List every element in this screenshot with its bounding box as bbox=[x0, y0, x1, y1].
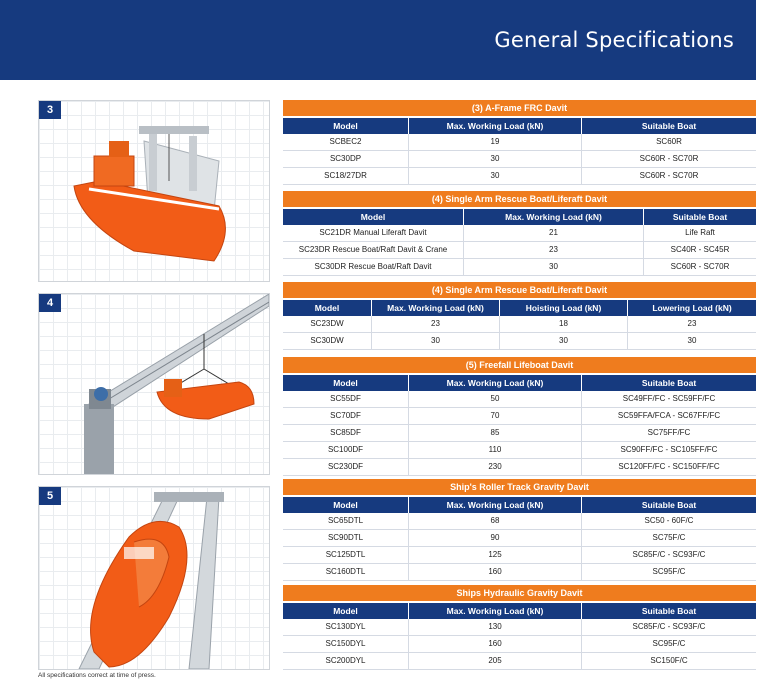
cell-max-working-load: 85 bbox=[408, 425, 581, 441]
table-row bbox=[283, 425, 756, 442]
table-row bbox=[283, 459, 756, 476]
table-row bbox=[283, 513, 756, 530]
cell-model: SC23DR Rescue Boat/Raft Davit & Crane bbox=[298, 245, 448, 254]
cell-model: SC100DF bbox=[327, 445, 364, 454]
table-row bbox=[283, 408, 756, 425]
cell-suitable-boat: SC60R - SC70R bbox=[581, 168, 756, 184]
cell-lowering-load: 23 bbox=[627, 316, 756, 332]
cell-model: SC55DF bbox=[330, 394, 361, 403]
table-title: (4) Single Arm Rescue Boat/Liferaft Davit bbox=[283, 191, 756, 207]
table-header bbox=[283, 116, 756, 134]
cell-model: SC160DTL bbox=[325, 567, 366, 576]
table-row bbox=[283, 442, 756, 459]
cell-suitable-boat: SC60R bbox=[581, 134, 756, 150]
cell-max-working-load: 68 bbox=[408, 513, 581, 529]
table-title: Ship's Roller Track Gravity Davit bbox=[283, 479, 756, 495]
cell-model: SC30DW bbox=[310, 336, 344, 345]
cell-suitable-boat: SC75FF/FC bbox=[581, 425, 756, 441]
cell-suitable-boat: SC60R - SC70R bbox=[643, 259, 756, 275]
single-arm-davit-loads-table bbox=[283, 282, 756, 350]
cell-max-working-load: 70 bbox=[408, 408, 581, 424]
column-header-max-working-load: Max. Working Load (kN) bbox=[408, 375, 581, 391]
column-header-model: Model bbox=[333, 500, 358, 510]
cell-model: SC18/27DR bbox=[324, 171, 367, 180]
cell-suitable-boat: Life Raft bbox=[643, 225, 756, 241]
column-header-suitable-boat: Suitable Boat bbox=[643, 209, 756, 225]
header-banner bbox=[0, 0, 756, 80]
cell-suitable-boat: SC95F/C bbox=[581, 564, 756, 580]
cell-model: SC23DW bbox=[310, 319, 344, 328]
a-frame-frc-davit-table bbox=[283, 100, 756, 185]
cell-max-working-load: 50 bbox=[408, 391, 581, 407]
table-row bbox=[283, 653, 756, 670]
single-arm-davit-illustration bbox=[39, 294, 269, 474]
table-row bbox=[283, 619, 756, 636]
column-header-model: Model bbox=[333, 606, 358, 616]
table-row bbox=[283, 151, 756, 168]
a-frame-davit-illustration bbox=[39, 101, 269, 281]
cell-suitable-boat: SC49FF/FC - SC59FF/FC bbox=[581, 391, 756, 407]
column-header-max-working-load: Max. Working Load (kN) bbox=[408, 118, 581, 134]
table-title: (3) A-Frame FRC Davit bbox=[283, 100, 756, 116]
cell-max-working-load: 125 bbox=[408, 547, 581, 563]
column-header-max-working-load: Max. Working Load (kN) bbox=[463, 209, 643, 225]
cell-max-working-load: 230 bbox=[408, 459, 581, 475]
column-header-max-working-load: Max. Working Load (kN) bbox=[371, 300, 499, 316]
cell-max-working-load: 205 bbox=[408, 653, 581, 669]
cell-max-working-load: 160 bbox=[408, 636, 581, 652]
table-header bbox=[283, 207, 756, 225]
cell-model: SC85DF bbox=[330, 428, 361, 437]
cell-suitable-boat: SC95F/C bbox=[581, 636, 756, 652]
cell-hoisting-load: 30 bbox=[499, 333, 627, 349]
cell-max-working-load: 19 bbox=[408, 134, 581, 150]
column-header-model: Model bbox=[333, 378, 358, 388]
column-header-max-working-load: Max. Working Load (kN) bbox=[408, 497, 581, 513]
cell-max-working-load: 21 bbox=[463, 225, 643, 241]
cell-suitable-boat: SC150F/C bbox=[581, 653, 756, 669]
table-row bbox=[283, 636, 756, 653]
cell-max-working-load: 30 bbox=[408, 151, 581, 167]
photo-a-frame-davit bbox=[38, 100, 270, 282]
column-header-suitable-boat: Suitable Boat bbox=[581, 118, 756, 134]
cell-max-working-load: 23 bbox=[463, 242, 643, 258]
cell-model: SC150DYL bbox=[325, 639, 366, 648]
cell-model: SC21DR Manual Liferaft Davit bbox=[319, 228, 427, 237]
hydraulic-gravity-davit-table bbox=[283, 585, 756, 670]
cell-model: SC90DTL bbox=[327, 533, 364, 542]
table-row bbox=[283, 333, 756, 350]
column-header-max-working-load: Max. Working Load (kN) bbox=[408, 603, 581, 619]
cell-model: SC125DTL bbox=[325, 550, 366, 559]
cell-suitable-boat: SC75F/C bbox=[581, 530, 756, 546]
cell-model: SC65DTL bbox=[327, 516, 364, 525]
column-header-suitable-boat: Suitable Boat bbox=[581, 375, 756, 391]
column-header-suitable-boat: Suitable Boat bbox=[581, 497, 756, 513]
table-title: (4) Single Arm Rescue Boat/Liferaft Davit bbox=[283, 282, 756, 298]
gravity-davit-illustration bbox=[39, 487, 269, 669]
roller-track-gravity-davit-table bbox=[283, 479, 756, 581]
table-row bbox=[283, 225, 756, 242]
page-title: General Specifications bbox=[494, 28, 734, 52]
table-row bbox=[283, 316, 756, 333]
cell-max-working-load: 130 bbox=[408, 619, 581, 635]
cell-suitable-boat: SC90FF/FC - SC105FF/FC bbox=[581, 442, 756, 458]
cell-model: SC200DYL bbox=[325, 656, 366, 665]
cell-max-working-load: 110 bbox=[408, 442, 581, 458]
cell-suitable-boat: SC50 - 60F/C bbox=[581, 513, 756, 529]
freefall-lifeboat-davit-table bbox=[283, 357, 756, 476]
cell-max-working-load: 90 bbox=[408, 530, 581, 546]
table-row bbox=[283, 134, 756, 151]
footnote: All specifications correct at time of press. bbox=[38, 672, 156, 679]
photo-number-badge: 5 bbox=[39, 487, 61, 505]
single-arm-rescue-boat-liferaft-davit-table bbox=[283, 191, 756, 276]
table-row bbox=[283, 242, 756, 259]
table-row bbox=[283, 564, 756, 581]
table-title: (5) Freefall Lifeboat Davit bbox=[283, 357, 756, 373]
cell-max-working-load: 160 bbox=[408, 564, 581, 580]
cell-suitable-boat: SC40R - SC45R bbox=[643, 242, 756, 258]
cell-model: SC30DR Rescue Boat/Raft Davit bbox=[314, 262, 432, 271]
cell-suitable-boat: SC59FFA/FCA - SC67FF/FC bbox=[581, 408, 756, 424]
table-row bbox=[283, 259, 756, 276]
table-row bbox=[283, 168, 756, 185]
column-header-model: Model bbox=[314, 303, 340, 313]
table-header bbox=[283, 495, 756, 513]
cell-suitable-boat: SC60R - SC70R bbox=[581, 151, 756, 167]
column-header-model: Model bbox=[360, 212, 386, 222]
cell-max-working-load: 23 bbox=[371, 316, 499, 332]
cell-max-working-load: 30 bbox=[408, 168, 581, 184]
cell-suitable-boat: SC85F/C - SC93F/C bbox=[581, 619, 756, 635]
table-title: Ships Hydraulic Gravity Davit bbox=[283, 585, 756, 601]
cell-max-working-load: 30 bbox=[371, 333, 499, 349]
column-header-lowering-load: Lowering Load (kN) bbox=[627, 300, 756, 316]
column-header-hoisting-load: Hoisting Load (kN) bbox=[499, 300, 627, 316]
cell-lowering-load: 30 bbox=[627, 333, 756, 349]
photo-gravity-davit bbox=[38, 486, 270, 670]
table-row bbox=[283, 530, 756, 547]
cell-model: SC230DF bbox=[327, 462, 364, 471]
column-header-suitable-boat: Suitable Boat bbox=[581, 603, 756, 619]
column-header-model: Model bbox=[333, 121, 358, 131]
cell-suitable-boat: SC120FF/FC - SC150FF/FC bbox=[581, 459, 756, 475]
table-header bbox=[283, 601, 756, 619]
cell-max-working-load: 30 bbox=[463, 259, 643, 275]
cell-model: SC30DP bbox=[329, 154, 362, 163]
table-header bbox=[283, 298, 756, 316]
table-row bbox=[283, 547, 756, 564]
photo-number-badge: 4 bbox=[39, 294, 61, 312]
cell-suitable-boat: SC85F/C - SC93F/C bbox=[581, 547, 756, 563]
table-header bbox=[283, 373, 756, 391]
photo-single-arm-davit bbox=[38, 293, 270, 475]
photo-number-badge: 3 bbox=[39, 101, 61, 119]
cell-model: SCBEC2 bbox=[329, 137, 362, 146]
cell-model: SC130DYL bbox=[325, 622, 366, 631]
cell-model: SC70DF bbox=[330, 411, 361, 420]
table-row bbox=[283, 391, 756, 408]
cell-hoisting-load: 18 bbox=[499, 316, 627, 332]
